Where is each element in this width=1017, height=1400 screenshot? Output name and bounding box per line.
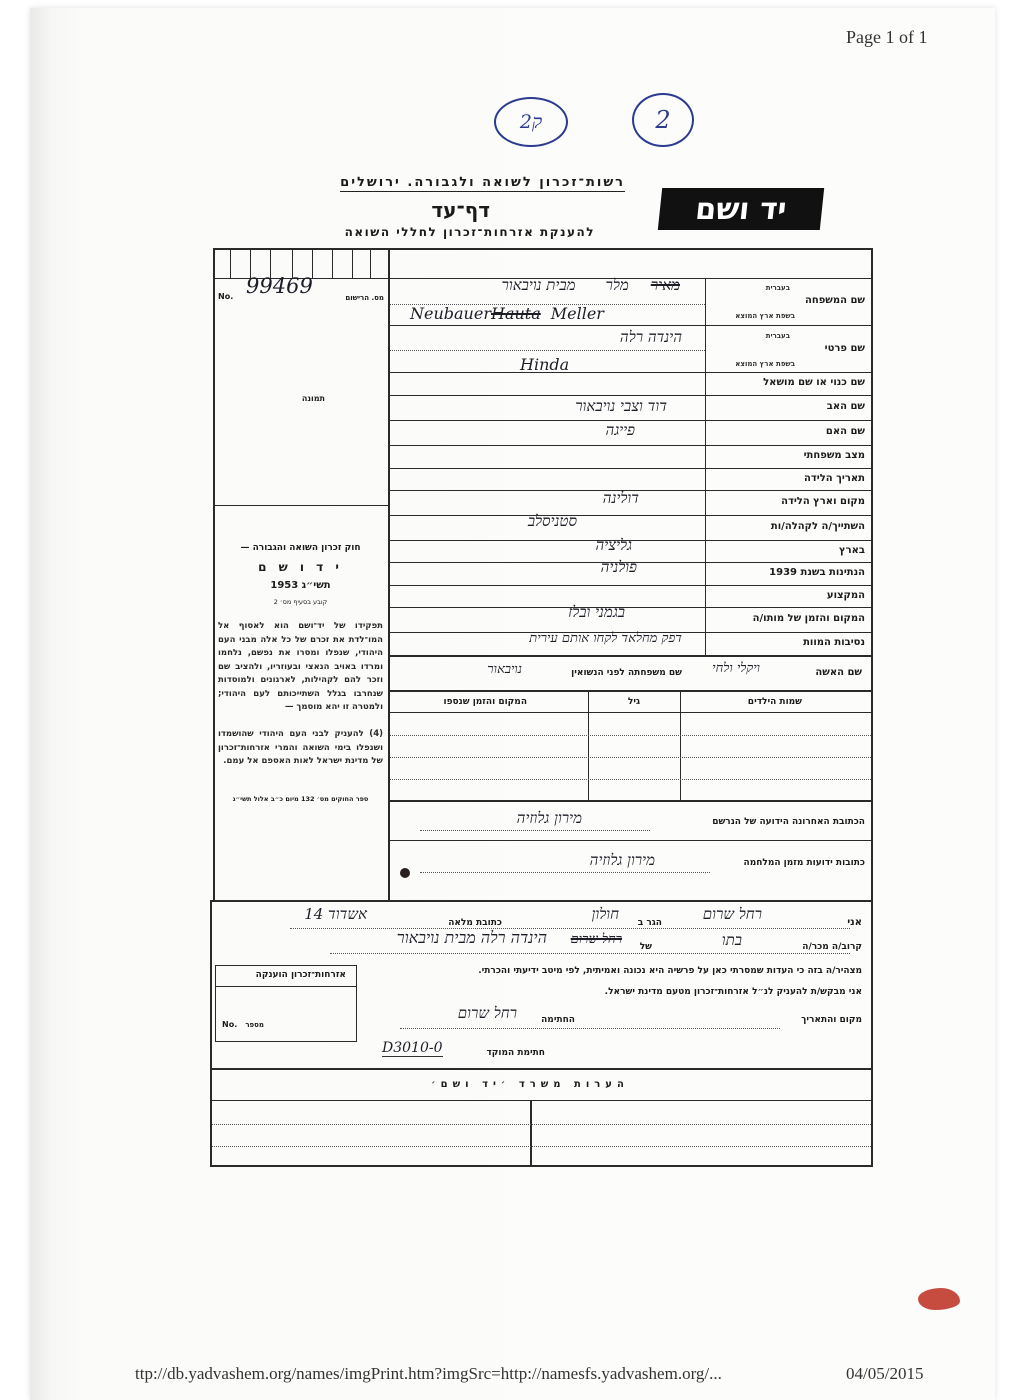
- children-names-header: שמות הילדים: [747, 697, 802, 707]
- family-name-latin-2: Meller: [550, 304, 604, 323]
- crossed-out-text: מאיר: [650, 276, 680, 294]
- resides-label: הגר ב: [637, 918, 662, 928]
- first-name-hebrew-value: הינדה רלה: [619, 328, 682, 346]
- label-column-divider: [705, 278, 706, 655]
- award-box-title: אזרחות־זכרון הוענקה: [255, 970, 346, 980]
- marital-status-label: מצב משפחתי: [803, 450, 865, 461]
- birth-place-label: מקום וארץ הלידה: [781, 496, 865, 507]
- form-rule: [388, 800, 873, 802]
- declaration-line: [330, 953, 850, 954]
- children-row-rule: [390, 735, 871, 736]
- address-line: [420, 830, 650, 831]
- officer-code: D3010-0: [382, 1040, 443, 1056]
- cell-rule: [230, 248, 231, 278]
- community-label: השתייך/ה לקהלה/ות: [770, 521, 865, 532]
- authority-heading: רשות־זכרון לשואה ולגבורה. ירושלים: [340, 175, 625, 190]
- cell-rule: [352, 248, 353, 278]
- address-line: [420, 872, 710, 873]
- declaration-line: [400, 1028, 780, 1029]
- document-title: דף־עד: [431, 198, 490, 222]
- full-address-value: אשדוד 14: [304, 905, 367, 923]
- form-rule: [388, 655, 873, 657]
- family-name-maiden: מבית נויבאור: [501, 276, 576, 294]
- remarks-line: [212, 1146, 871, 1147]
- cell-rule: [370, 248, 371, 278]
- photo-label: תמונה: [301, 394, 325, 403]
- children-place-time-header: המקום והזמן שנספו: [443, 697, 527, 707]
- award-no-label: No.: [222, 1020, 238, 1029]
- children-row-rule: [390, 779, 871, 780]
- family-name-label: שם המשפחה: [804, 295, 865, 306]
- signature-label: החתימה: [541, 1015, 575, 1025]
- signature-value: רחל שרום: [457, 1004, 517, 1022]
- award-box-rule: [216, 986, 356, 987]
- statement-line: אני מבקש/ת להעניק לנ״ל אזרחות־זכרון מטעם מדינת ישראל.: [604, 987, 862, 997]
- spouse-name-label: שם האשה: [815, 667, 862, 678]
- law-source: ספר החוקים מס׳ 132 מיום כ״ב אלול תשי״ג: [232, 795, 369, 803]
- form-border-left: [210, 900, 212, 1165]
- remarks-line: [212, 1124, 871, 1125]
- spouse-name-value: ויקלי ולחי: [712, 661, 760, 676]
- of-label: של: [639, 942, 652, 952]
- nickname-label: שם כנוי או שם מושאל: [763, 377, 865, 388]
- form-rule: [388, 395, 873, 396]
- country-value: גליציה: [595, 536, 632, 554]
- witness-name-value: רחל שרום: [702, 905, 762, 923]
- death-circumstances-label: נסיבות המוות: [803, 637, 865, 648]
- relation-value: בתו: [721, 931, 742, 949]
- crossed-out-name: רחל שרום: [570, 932, 622, 947]
- print-url: ttp://db.yadvashem.org/names/imgPrint.htm?imgSrc=http://namesfs.yadvashem.org/...: [135, 1364, 722, 1383]
- family-name-latin: Neubauer: [410, 304, 491, 323]
- mother-name-value: פייגה: [605, 421, 635, 439]
- form-border-left: [213, 248, 215, 900]
- form-border-right: [871, 900, 873, 1165]
- registration-number-label: מס. הרישום: [345, 294, 384, 302]
- law-clause: קובע בסעיף מס׳ 2: [273, 598, 328, 606]
- form-border-bottom: [210, 1165, 873, 1167]
- profession-label: המקצוע: [826, 590, 865, 601]
- form-rule: [388, 515, 873, 516]
- form-rule: [388, 607, 873, 608]
- circle-mark-text: 2: [655, 106, 671, 134]
- page-indicator: Page 1 of 1: [846, 27, 928, 47]
- full-address-label: כתובת מלאה: [448, 918, 502, 928]
- logo-text: יד ושם: [693, 191, 789, 227]
- form-rule: [388, 372, 873, 373]
- officer-signature-label: חתימת המוקד: [486, 1048, 545, 1058]
- photo-area-rule: [213, 505, 388, 506]
- registration-no-label: No.: [218, 292, 234, 301]
- handwritten-circle-mark-right: [632, 93, 694, 147]
- nationality-value: פולניה: [600, 558, 637, 576]
- nationality-label: הנתינות בשנת 1939: [769, 567, 865, 578]
- children-column-rule: [588, 690, 589, 800]
- father-name-value: דוד וצבי נויבאור: [575, 397, 667, 415]
- form-border-right: [871, 248, 873, 900]
- death-place-label: המקום והזמן של מותו/ה: [752, 613, 865, 624]
- law-name: י ד ו ש ם: [258, 560, 343, 574]
- relation-label: קרוב/ה מכר/ה: [802, 942, 862, 952]
- first-name-label: שם פרטי: [824, 343, 865, 354]
- father-name-label: שם האב: [826, 401, 865, 412]
- first-name-latin-value: Hinda: [520, 355, 570, 374]
- law-year: תשי״ג 1953: [270, 580, 331, 591]
- law-paragraph: תפקידו של יד־ושם הוא לאסוף אל המו־לדת את זכרם של כל אלה מבני העם היהודי, שנפלו ומסרו את נפשם, נלחמו ומרדו באויב הנאצי ובעוזריו, ולהציב שם וזכר להם לקהילות, לארגונים ולמוסדות שנחרבו בגלל השתייכותם לעם היהודי; ולמטרה זו יהא מוסמך —: [218, 621, 383, 712]
- place-date-label: מקום והתאריך: [801, 1015, 862, 1025]
- form-rule: [388, 840, 873, 841]
- death-place-value: בגמני ובלז: [568, 603, 625, 621]
- form-rule: [388, 690, 873, 692]
- declaration-line: [290, 928, 850, 929]
- children-age-header: גיל: [627, 697, 640, 707]
- city-value: חולון: [591, 905, 619, 923]
- children-row-rule: [390, 757, 871, 758]
- form-rule: [388, 445, 873, 446]
- handwritten-circle-mark-left: [494, 97, 568, 147]
- in-hebrew-sublabel: בעברית: [765, 284, 790, 292]
- form-rule: [210, 1100, 873, 1101]
- victim-name-value: הינדה רלה מבית נויבאור: [396, 928, 547, 947]
- statement-line: מצהיר/ה בזה כי העדות שמסרתי כאן על פרשיה היא נכונה ואמיתית, לפי מיטב ידיעתי והכרתי.: [478, 966, 862, 976]
- last-address-value: מירון גלוזיה: [516, 809, 582, 827]
- red-stain: [918, 1288, 960, 1310]
- form-column-divider: [388, 248, 390, 900]
- family-name-hebrew: מלר: [605, 276, 629, 294]
- yad-vashem-logo: [658, 188, 824, 230]
- death-circumstances-value: דפק מחלאד לקחו אותם עירית: [529, 631, 682, 646]
- family-name-latin-value: [410, 304, 604, 323]
- mother-name-label: שם האם: [825, 426, 865, 437]
- ink-spot: [400, 868, 410, 878]
- origin-language-sublabel: בשפת ארץ המוצא: [735, 312, 795, 320]
- remarks-divider: [530, 1100, 532, 1165]
- country-label: בארץ: [838, 545, 865, 556]
- law-paragraph: (4) להעניק לבני העם היהודי שהושמדו ושנפלו בימי השואה והמרי אזרחות־זכרון של מדינת ישראל לאות האספם אל עמם.: [218, 729, 383, 766]
- war-address-value: מירון גלוזיה: [589, 851, 655, 869]
- crossed-out-text: Hauta: [490, 304, 541, 323]
- origin-language-sublabel: בשפת ארץ המוצא: [735, 360, 795, 368]
- print-date: 04/05/2015: [846, 1364, 924, 1383]
- award-box: [215, 965, 357, 1042]
- document-subtitle: להענקת אזרחות־זכרון לחללי השואה: [344, 225, 595, 239]
- birth-date-label: תאריך הלידה: [804, 473, 865, 484]
- form-rule: [388, 585, 873, 586]
- in-hebrew-sublabel: בעברית: [765, 332, 790, 340]
- form-section-rule: [210, 1068, 873, 1070]
- circle-mark-text: 2ק: [519, 110, 543, 133]
- award-number-label: מספר: [245, 1021, 264, 1029]
- last-address-label: הכתובת האחרונה הידועה של הנרשם: [712, 817, 865, 827]
- registration-number: 99469: [246, 274, 313, 298]
- form-section-rule: [210, 900, 873, 902]
- form-rule: [388, 468, 873, 469]
- children-header-rule: [388, 712, 873, 713]
- birth-place-value: דולינה: [602, 489, 639, 507]
- family-name-hebrew-value: [501, 276, 680, 295]
- form-rule: [388, 325, 873, 326]
- maiden-name-value: נויבאור: [487, 662, 522, 677]
- declarant-label: אני: [847, 917, 862, 928]
- form-rule: [390, 350, 705, 351]
- community-value: סטניסלב: [527, 512, 577, 530]
- remarks-title: הערות משרד ׳יד ושם׳: [431, 1079, 629, 1090]
- cell-rule: [332, 248, 333, 278]
- children-column-rule: [680, 690, 681, 800]
- maiden-name-label: שם משפחתה לפני הנשואין: [571, 668, 682, 678]
- law-heading: חוק זכרון השואה והגבורה —: [240, 543, 361, 553]
- war-address-label: כתובות ידועות מזמן המלחמה: [743, 858, 865, 868]
